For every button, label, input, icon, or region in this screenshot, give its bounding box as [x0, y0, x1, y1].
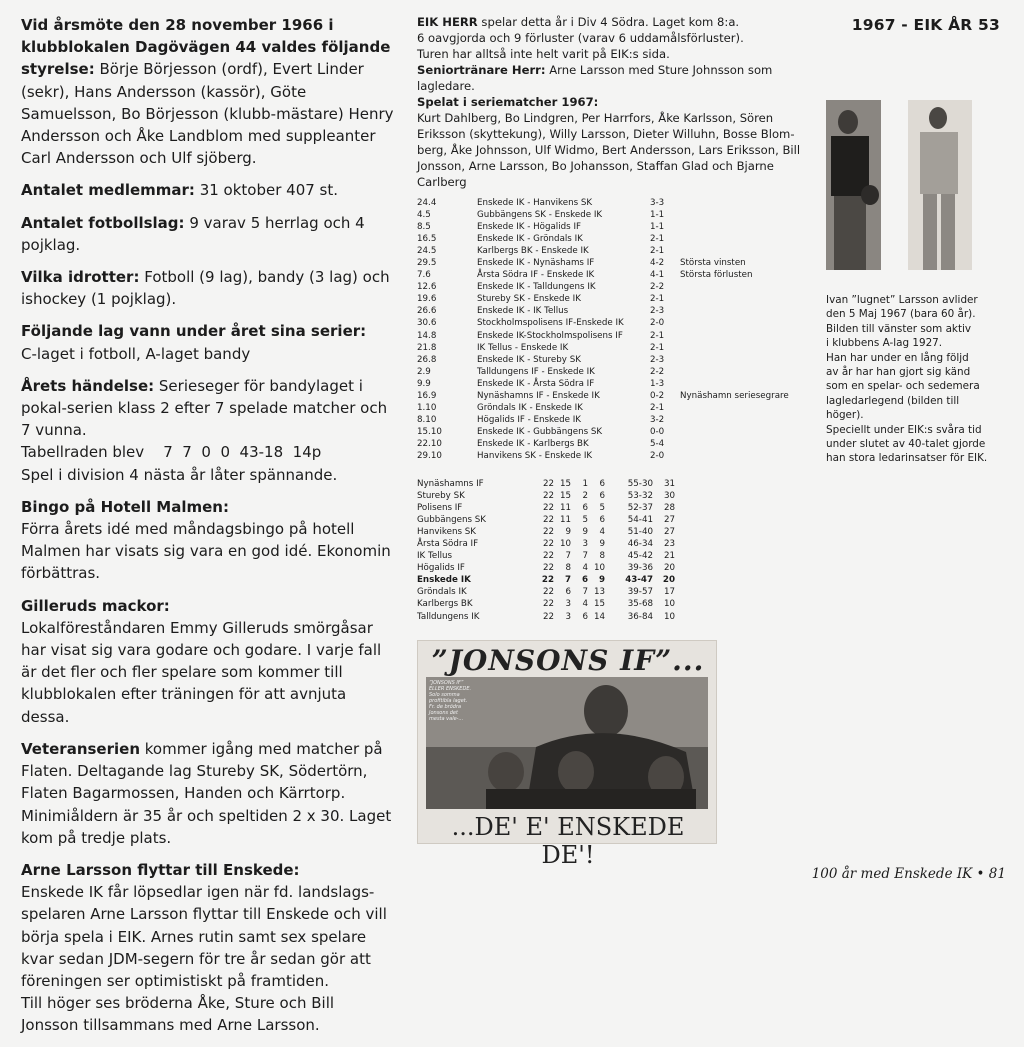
standings-team: Nynäshamns IF — [417, 479, 484, 489]
standings-row — [417, 598, 675, 610]
match-teams: Enskede IK - Årsta Södra IF — [477, 378, 595, 389]
match-teams: Enskede IK - Talldungens IK — [477, 282, 596, 293]
standings-drawn: 6 — [582, 611, 588, 622]
standings-points: 20 — [663, 563, 675, 574]
match-score: 2-1 — [650, 234, 665, 245]
standings-drawn: 4 — [582, 599, 588, 610]
match-score: 4-1 — [650, 270, 665, 281]
photo-caption-line: i klubbens A-lag 1927. — [826, 337, 943, 350]
match-date: 9.9 — [417, 378, 431, 389]
match-score: 3-2 — [650, 414, 665, 425]
match-score: 2-1 — [650, 330, 665, 341]
match-teams: Enskede IK-Stockholmspolisens IF — [477, 330, 623, 341]
photo-caption-line: han stora ledarinsatser för EIK. — [826, 452, 988, 465]
match-row — [417, 257, 789, 269]
standings-points: 10 — [663, 611, 675, 622]
match-row — [417, 426, 789, 438]
mid-line-4 — [417, 62, 802, 78]
arne-text: Enskede IK får löpsedlar igen när fd. landslags-spelaren Arne Larsson flyttar till Enskede och vill börja spela i EIK. Arnes rutin samt sex spelare kvar sedan JDM-segern för tre år sedan gör att föreningen ser optimistiskt på framtiden. — [21, 883, 387, 990]
match-score: 2-2 — [650, 282, 665, 293]
match-note — [680, 426, 789, 438]
standings-played: 22 — [542, 599, 554, 610]
standings-lost: 8 — [599, 551, 605, 562]
standings-points: 28 — [663, 503, 675, 514]
match-row — [417, 390, 789, 402]
mid-line-5: lagledare. — [417, 79, 475, 93]
paragraph-arne — [21, 859, 396, 1037]
players-list: Kurt Dahlberg, Bo Lindgren, Per Harrfors, Åke Karlsson, Sören Eriksson (skyttekung), Willy Larsson, Dieter Willuhn, Bosse Blom-berg, Åke Johnsson, Ulf Widmo, Bert Andersson, Lars Eriksson, Bill Jonsson, Arne Larsson, Bo Johansson, Staffan Glad och Bjarne Carlberg — [417, 111, 801, 189]
match-teams: Enskede IK - Högalids IF — [477, 222, 581, 233]
match-score: 2-1 — [650, 246, 665, 257]
paragraph-veterans — [21, 738, 396, 849]
match-row — [417, 305, 789, 317]
match-row — [417, 438, 789, 450]
match-date: 7.6 — [417, 270, 431, 281]
match-score: 1-3 — [650, 378, 665, 389]
mid-line-6 — [417, 94, 802, 110]
veterans-text: kommer igång med matcher på Flaten. Deltagande lag Stureby SK, Södertörn, Flaten Bagarmossen, Handen och Kärrtorp. Minimiåldern är 35 år och speltiden 2 x 30. Laget kom på tredje plats. — [21, 739, 392, 847]
photo-caption-line: Ivan ”lugnet” Larsson avlider — [826, 294, 978, 306]
match-teams: Talldungens IF - Enskede IK — [477, 366, 595, 377]
match-row — [417, 269, 789, 281]
match-date: 15.10 — [417, 426, 442, 437]
standings-goals: 36-84 — [627, 611, 653, 622]
match-teams: Nynäshamns IF - Enskede IK — [477, 390, 600, 401]
veterans-heading: Veteranserien — [21, 739, 140, 758]
mid-line-3: Turen har alltså inte helt varit på EIK:s sida. — [417, 47, 670, 61]
standings-played: 22 — [542, 539, 554, 550]
teams-text: 9 varav 5 herrlag och 4 pojklag. — [21, 213, 365, 254]
photo-caption-line: lagledarlegend (bilden till — [826, 394, 960, 407]
standings-team: Årsta Södra IF — [417, 539, 479, 550]
paragraph-year-event — [21, 375, 396, 486]
photo-young-ivan-image — [826, 100, 881, 270]
eik-herr-text: spelar detta år i Div 4 Södra. Laget kom 8:a. — [477, 15, 740, 29]
match-date: 2.9 — [417, 366, 431, 377]
photo-caption-line: under slutet av 40-talet gjorde — [826, 438, 986, 451]
standings-played: 22 — [542, 587, 554, 598]
series-winners-text: C-laget i fotboll, A-laget bandy — [21, 344, 251, 363]
standings-won: 8 — [565, 563, 571, 574]
standings-goals: 53-32 — [627, 491, 653, 502]
standings-goals: 45-42 — [627, 551, 653, 562]
match-teams: Årsta Södra IF - Enskede IK — [477, 270, 595, 281]
standings-team: Högalids IF — [417, 563, 465, 574]
standings-row — [417, 514, 675, 526]
match-date: 1.10 — [417, 402, 437, 413]
photo-older-ivan — [908, 100, 972, 270]
match-teams: Enskede IK - Gubbängens SK — [477, 426, 603, 437]
match-score: 3-3 — [650, 198, 665, 208]
photo-young-ivan — [826, 100, 881, 270]
match-row — [417, 293, 789, 305]
match-row — [417, 330, 789, 342]
match-date: 24.4 — [417, 198, 437, 208]
standings-lost: 9 — [598, 575, 605, 586]
match-score: 2-0 — [650, 450, 665, 461]
standings-won: 6 — [565, 587, 571, 598]
clipping-footline: ...DE' E' ENSKEDE DE'! — [451, 813, 685, 869]
match-note — [680, 438, 789, 450]
standings-team: Enskede IK — [417, 575, 471, 586]
match-teams: Hanvikens SK - Enskede IK — [477, 450, 593, 461]
match-score: 5-4 — [650, 438, 665, 449]
bingo-text: Förra årets idé med måndagsbingo på hotell Malmen har visats sig vara en god idé. Ekonomin förbättras. — [21, 520, 391, 583]
match-teams: Stureby SK - Enskede IK — [477, 294, 581, 305]
sports-text: Fotboll (9 lag), bandy (3 lag) och ishockey (1 pojklag). — [21, 268, 390, 309]
match-row — [417, 221, 789, 233]
match-teams: Enskede IK - Karlbergs BK — [477, 438, 589, 449]
clipping-headline: ”JONSONS IF”... — [431, 644, 705, 677]
standings-team: Stureby SK — [417, 491, 465, 502]
standings-row — [417, 574, 675, 586]
match-row — [417, 402, 789, 414]
middle-column — [417, 14, 802, 190]
standings-played: 22 — [542, 491, 554, 502]
match-teams: Enskede IK - Gröndals IK — [477, 234, 583, 245]
standings-team: Gröndals IK — [417, 587, 467, 598]
standings-row — [417, 586, 675, 598]
standings-row — [417, 490, 675, 502]
standings-won: 11 — [559, 503, 571, 514]
photo-caption-line: som en spelar- och sedemera — [826, 380, 980, 393]
standings-goals: 46-34 — [627, 539, 653, 550]
clipping-caption: ”JONSONS IF” ELLER ENSKEDE. Solo somma profitibla laget. Fr. de brödra Jonsons det mesta vale-... — [429, 680, 472, 722]
year-event-text: Serieseger för bandylaget i pokal-serien klass 2 efter 7 spelade matcher och 7 vunna. — [21, 376, 388, 440]
match-date: 8.5 — [417, 222, 431, 233]
standings-drawn: 4 — [582, 563, 588, 574]
match-row — [417, 197, 789, 209]
standings-won: 15 — [559, 479, 571, 489]
year-event-end: Spel i division 4 nästa år låter spännande. — [21, 465, 338, 484]
match-date: 4.5 — [417, 210, 431, 221]
paragraph-members — [21, 179, 396, 201]
match-note — [680, 414, 789, 426]
mid-line-2: 6 oavgjorda och 9 förluster (varav 6 uddamålsförluster). — [417, 31, 744, 45]
standings-won: 10 — [559, 539, 571, 550]
series-winners-heading: Följande lag vann under året sina serier: — [21, 322, 367, 341]
match-teams: Enskede IK - Hanvikens SK — [477, 198, 593, 208]
photo-caption-line: den 5 Maj 1967 (bara 60 år). — [826, 308, 976, 321]
standings-row — [417, 502, 675, 514]
teams-heading: Antalet fotbollslag: — [21, 213, 185, 232]
match-score: 2-2 — [650, 366, 665, 377]
match-row — [417, 317, 789, 329]
match-row — [417, 354, 789, 366]
standings-played: 22 — [542, 611, 554, 622]
paragraph-teams — [21, 212, 396, 256]
year-event-heading: Årets händelse: — [21, 376, 155, 395]
photo-caption-line: Speciellt under EIK:s svåra tid — [826, 423, 982, 436]
match-note — [680, 342, 789, 354]
photo-caption-line: Han har under en lång följd — [826, 351, 969, 364]
match-note — [680, 450, 789, 462]
match-teams: IK Tellus - Enskede IK — [477, 342, 569, 353]
standings-goals: 51-40 — [627, 527, 653, 538]
standings-points: 27 — [663, 527, 675, 538]
match-date: 14.8 — [417, 330, 437, 341]
standings-row — [417, 526, 675, 538]
match-date: 30.6 — [417, 318, 437, 329]
match-row — [417, 450, 789, 462]
match-teams: Karlbergs BK - Enskede IK — [477, 246, 589, 257]
match-date: 21.8 — [417, 342, 437, 353]
match-row — [417, 209, 789, 221]
standings-lost: 10 — [593, 563, 605, 574]
standings-won: 9 — [565, 527, 571, 538]
standings-goals: 43-47 — [625, 575, 653, 586]
eik-herr-label: EIK HERR — [417, 15, 478, 29]
standings-lost: 14 — [593, 611, 605, 622]
standings-points: 20 — [662, 575, 675, 586]
match-note — [680, 305, 789, 317]
members-heading: Antalet medlemmar: — [21, 181, 195, 200]
standings-won: 7 — [564, 575, 571, 586]
match-row — [417, 414, 789, 426]
standings-row — [417, 550, 675, 562]
match-date: 16.5 — [417, 234, 437, 245]
standings-won: 11 — [559, 515, 571, 526]
match-row — [417, 233, 789, 245]
match-note: Största förlusten — [680, 270, 753, 281]
standings-drawn: 6 — [582, 503, 588, 514]
standings-drawn: 7 — [582, 551, 588, 562]
standings-played: 22 — [542, 503, 554, 514]
match-note — [680, 293, 789, 305]
standings-lost: 13 — [593, 587, 605, 598]
standings-won: 3 — [565, 599, 571, 610]
match-note — [680, 330, 789, 342]
standings-played: 22 — [541, 575, 554, 586]
match-date: 19.6 — [417, 294, 437, 305]
match-note — [680, 245, 789, 257]
match-note: Största vinsten — [680, 258, 746, 269]
match-date: 26.8 — [417, 354, 437, 365]
board-text: Börje Börjesson (ordf), Evert Linder (sekr), Hans Andersson (kassör), Göte Samuelsson, Bo Börjesson (klubb-mästare) Henry Andersson och Åke Landblom med suppleanter Carl Andersson och Ulf sjöberg. — [21, 60, 394, 168]
standings-played: 22 — [542, 563, 554, 574]
sports-heading: Vilka idrotter: — [21, 268, 140, 287]
photo-caption — [826, 293, 1011, 466]
match-row — [417, 366, 789, 378]
standings-goals: 54-41 — [627, 515, 653, 526]
standings-won: 15 — [559, 491, 571, 502]
photo-older-ivan-image — [908, 100, 972, 270]
photo-caption-line: av år har han gjort sig känd — [826, 366, 971, 379]
match-note — [680, 197, 789, 209]
match-row — [417, 378, 789, 390]
standings-lost: 6 — [599, 515, 605, 526]
standings-lost: 6 — [599, 479, 605, 489]
match-note — [680, 354, 789, 366]
standings-points: 21 — [663, 551, 675, 562]
standings-drawn: 2 — [582, 491, 588, 502]
match-teams: Högalids IF - Enskede IK — [477, 414, 581, 425]
standings-lost: 6 — [599, 491, 605, 502]
standings-team: Karlbergs BK — [417, 599, 473, 610]
match-teams: Enskede IK - Stureby SK — [477, 354, 581, 365]
match-date: 29.10 — [417, 450, 442, 461]
match-score: 4-2 — [650, 258, 665, 269]
mid-line-1 — [417, 14, 802, 30]
standings-drawn: 1 — [582, 479, 588, 489]
standings-won: 3 — [565, 611, 571, 622]
match-results-table — [417, 197, 789, 462]
standings-played: 22 — [542, 551, 554, 562]
year-event-table-row: Tabellraden blev 7 7 0 0 43-18 14p — [21, 443, 322, 462]
match-note — [680, 378, 789, 390]
match-note — [680, 366, 789, 378]
match-row — [417, 342, 789, 354]
match-score: 1-1 — [650, 222, 665, 233]
photo-caption-line: höger). — [826, 409, 864, 422]
standings-team: Hanvikens SK — [417, 527, 476, 538]
standings-team: Polisens IF — [417, 503, 463, 514]
arne-heading: Arne Larsson flyttar till Enskede: — [21, 860, 300, 879]
match-score: 1-1 — [650, 210, 665, 221]
standings-drawn: 5 — [582, 515, 588, 526]
match-row — [417, 281, 789, 293]
match-note — [680, 402, 789, 414]
standings-points: 31 — [663, 479, 675, 489]
league-standings-table — [417, 478, 675, 623]
match-date: 12.6 — [417, 282, 437, 293]
standings-row — [417, 611, 675, 623]
match-note — [680, 209, 789, 221]
match-score: 0-2 — [650, 390, 665, 401]
standings-played: 22 — [542, 527, 554, 538]
match-note — [680, 233, 789, 245]
match-score: 0-0 — [650, 426, 665, 437]
match-score: 2-1 — [650, 294, 665, 305]
standings-row — [417, 562, 675, 574]
match-score: 2-3 — [650, 354, 665, 365]
standings-played: 22 — [542, 479, 554, 489]
match-note — [680, 317, 789, 329]
clipping-photo — [426, 677, 708, 809]
standings-goals: 39-36 — [627, 563, 653, 574]
match-date: 16.9 — [417, 390, 437, 401]
standings-drawn: 3 — [582, 539, 588, 550]
standings-points: 10 — [663, 599, 675, 610]
mackor-heading: Gilleruds mackor: — [21, 596, 170, 615]
match-note — [680, 281, 789, 293]
standings-goals: 35-68 — [627, 599, 653, 610]
standings-row — [417, 478, 675, 490]
standings-points: 17 — [663, 587, 675, 598]
board-heading: Vid årsmöte den 28 november 1966 i klubblokalen Dagövägen 44 valdes följande styrelse: — [21, 16, 391, 79]
match-row — [417, 245, 789, 257]
standings-drawn: 7 — [582, 587, 588, 598]
standings-lost: 9 — [599, 539, 605, 550]
standings-team: Talldungens IK — [417, 611, 480, 622]
match-date: 8.10 — [417, 414, 437, 425]
match-note: Nynäshamn seriesegrare — [680, 390, 789, 401]
match-date: 26.6 — [417, 306, 437, 317]
paragraph-bingo — [21, 496, 396, 585]
arne-end: Till höger ses bröderna Åke, Sture och Bill Jonsson tillsammans med Arne Larsson. — [21, 994, 335, 1035]
standings-team: IK Tellus — [417, 551, 453, 562]
match-date: 22.10 — [417, 438, 442, 449]
standings-drawn: 9 — [582, 527, 588, 538]
paragraph-sports — [21, 266, 396, 310]
paragraph-board — [21, 14, 396, 169]
match-teams: Gröndals IK - Enskede IK — [477, 402, 583, 413]
paragraph-mackor — [21, 595, 396, 728]
standings-lost: 15 — [593, 599, 605, 610]
match-note — [680, 221, 789, 233]
standings-team: Gubbängens SK — [417, 515, 486, 526]
standings-lost: 4 — [599, 527, 605, 538]
left-column — [21, 14, 396, 1047]
standings-lost: 5 — [599, 503, 605, 514]
match-score: 2-3 — [650, 306, 665, 317]
match-score: 2-1 — [650, 402, 665, 413]
standings-points: 30 — [663, 491, 675, 502]
page-year-title: 1967 - EIK ÅR 53 — [851, 16, 1000, 34]
standings-points: 27 — [663, 515, 675, 526]
bingo-heading: Bingo på Hotell Malmen: — [21, 497, 229, 516]
match-teams: Enskede IK - IK Tellus — [477, 306, 569, 317]
page-footer: 100 år med Enskede IK • 81 — [811, 866, 1006, 882]
coach-label: Seniortränare Herr: — [417, 63, 546, 77]
match-teams: Stockholmspolisens IF-Enskede IK — [477, 318, 624, 329]
standings-played: 22 — [542, 515, 554, 526]
players-heading: Spelat i seriematcher 1967: — [417, 95, 599, 109]
standings-points: 23 — [663, 539, 675, 550]
match-score: 2-0 — [650, 318, 665, 329]
match-teams: Enskede IK - Nynäshams IF — [477, 258, 595, 269]
standings-goals: 39-57 — [627, 587, 653, 598]
match-date: 24.5 — [417, 246, 437, 257]
coach-text: Arne Larsson med Sture Johnsson som — [545, 63, 773, 77]
standings-drawn: 6 — [581, 575, 588, 586]
newspaper-clipping — [417, 640, 717, 869]
mackor-text: Lokalföreståndaren Emmy Gilleruds smörgåsar har visat sig vara godare och godare. I varje fall är det fler och fler spelare som kommer till klubblokalen efter träningen för att avnjuta dessa. — [21, 618, 382, 726]
standings-goals: 55-30 — [627, 479, 653, 489]
members-text: 31 oktober 407 st. — [194, 181, 339, 200]
standings-won: 7 — [565, 551, 571, 562]
match-score: 2-1 — [650, 342, 665, 353]
photo-caption-line: Bilden till vänster som aktiv — [826, 322, 972, 335]
standings-goals: 52-37 — [627, 503, 653, 514]
paragraph-series-winners — [21, 320, 396, 364]
match-teams: Gubbängens SK - Enskede IK — [477, 210, 603, 221]
match-date: 29.5 — [417, 258, 437, 269]
standings-row — [417, 538, 675, 550]
